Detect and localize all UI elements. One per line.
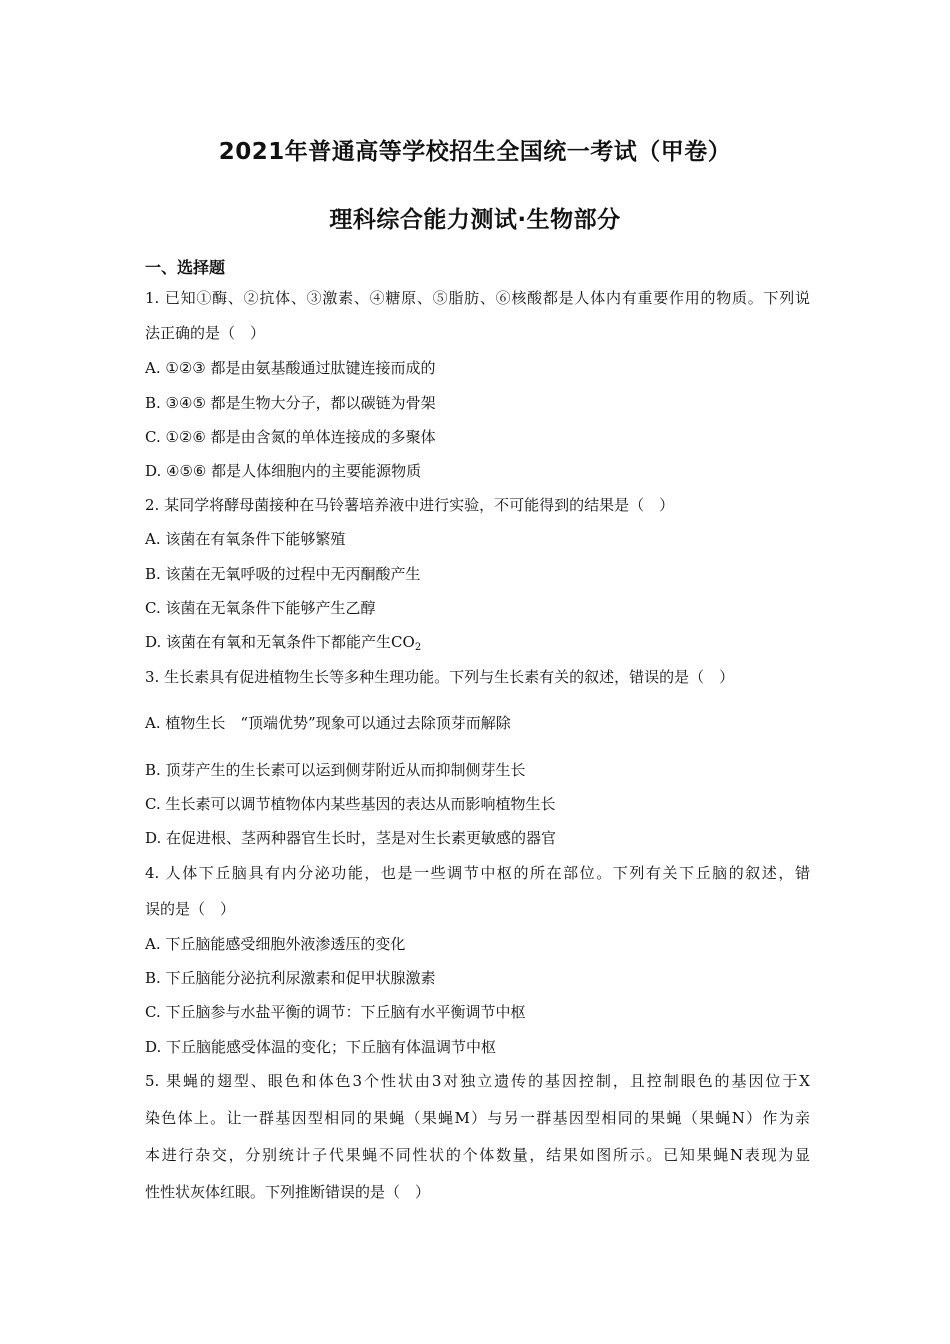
exam-subtitle: 理科综合能力测试·生物部分 <box>329 207 621 233</box>
question-1-option-a: A. ①②③ 都是由氨基酸通过肽键连接而成的 <box>145 359 436 377</box>
exam-title: 2021年普通高等学校招生全国统一考试（甲卷） <box>218 139 732 165</box>
question-3-option-b: B. 顶芽产生的生长素可以运到侧芽附近从而抑制侧芽生长 <box>145 761 526 779</box>
question-5-stem-line-1: 5. 果蝇的翅型、眼色和体色3个性状由3对独立遗传的基因控制，且控制眼色的基因位于X <box>145 1072 810 1090</box>
question-2-option-a: A. 该菌在有氧条件下能够繁殖 <box>145 530 346 548</box>
question-4-option-c: C. 下丘脑参与水盐平衡的调节：下丘脑有水平衡调节中枢 <box>145 1003 526 1021</box>
question-4-stem-line-2: 误的是（ ） <box>145 900 236 918</box>
question-4-option-a: A. 下丘脑能感受细胞外液渗透压的变化 <box>145 935 406 953</box>
section-heading: 一、选择题 <box>145 258 226 277</box>
question-2-option-b: B. 该菌在无氧呼吸的过程中无丙酮酸产生 <box>145 565 421 583</box>
question-5-stem-line-2: 染色体上。让一群基因型相同的果蝇（果蝇M）与另一群基因型相同的果蝇（果蝇N）作为亲 <box>145 1109 810 1127</box>
question-4-stem-line-1: 4. 人体下丘脑具有内分泌功能，也是一些调节中枢的所在部位。下列有关下丘脑的叙述，错 <box>145 864 810 882</box>
question-3-stem: 3. 生长素具有促进植物生长等多种生理功能。下列与生长素有关的叙述，错误的是（ ） <box>145 668 735 686</box>
question-1-option-c: C. ①②⑥ 都是由含氮的单体连接成的多聚体 <box>145 428 436 446</box>
co2-subscript: 2 <box>414 642 422 653</box>
question-3-option-c: C. 生长素可以调节植物体内某些基因的表达从而影响植物生长 <box>145 795 556 813</box>
question-2-option-d-text: D. 该菌在有氧和无氧条件下都能产生CO <box>145 633 415 651</box>
question-1-stem-line-2: 法正确的是（ ） <box>145 324 266 342</box>
question-3-option-a: A. 植物生长 “顶端优势”现象可以通过去除顶芽而解除 <box>145 714 511 732</box>
question-4-option-d: D. 下丘脑能感受体温的变化；下丘脑有体温调节中枢 <box>145 1038 497 1056</box>
question-3-option-d: D. 在促进根、茎两种器官生长时，茎是对生长素更敏感的器官 <box>145 829 557 847</box>
question-2-option-c: C. 该菌在无氧条件下能够产生乙醇 <box>145 599 376 617</box>
question-1-option-b: B. ③④⑤ 都是生物大分子，都以碳链为骨架 <box>145 394 436 412</box>
question-4-option-b: B. 下丘脑能分泌抗利尿激素和促甲状腺激素 <box>145 969 436 987</box>
question-5-stem-line-4: 性性状灰体红眼。下列推断错误的是（ ） <box>145 1183 431 1201</box>
question-5-stem-line-3: 本进行杂交，分别统计子代果蝇不同性状的个体数量，结果如图所示。已知果蝇N表现为显 <box>145 1146 810 1164</box>
question-1-option-d: D. ④⑤⑥ 都是人体细胞内的主要能源物质 <box>145 462 422 480</box>
question-2-stem: 2. 某同学将酵母菌接种在马铃薯培养液中进行实验，不可能得到的结果是（ ） <box>145 496 675 514</box>
question-2-option-d <box>145 631 810 659</box>
question-1-stem-line-1: 1. 已知①酶、②抗体、③激素、④糖原、⑤脂肪、⑥核酸都是人体内有重要作用的物质。下列说 <box>145 289 810 307</box>
